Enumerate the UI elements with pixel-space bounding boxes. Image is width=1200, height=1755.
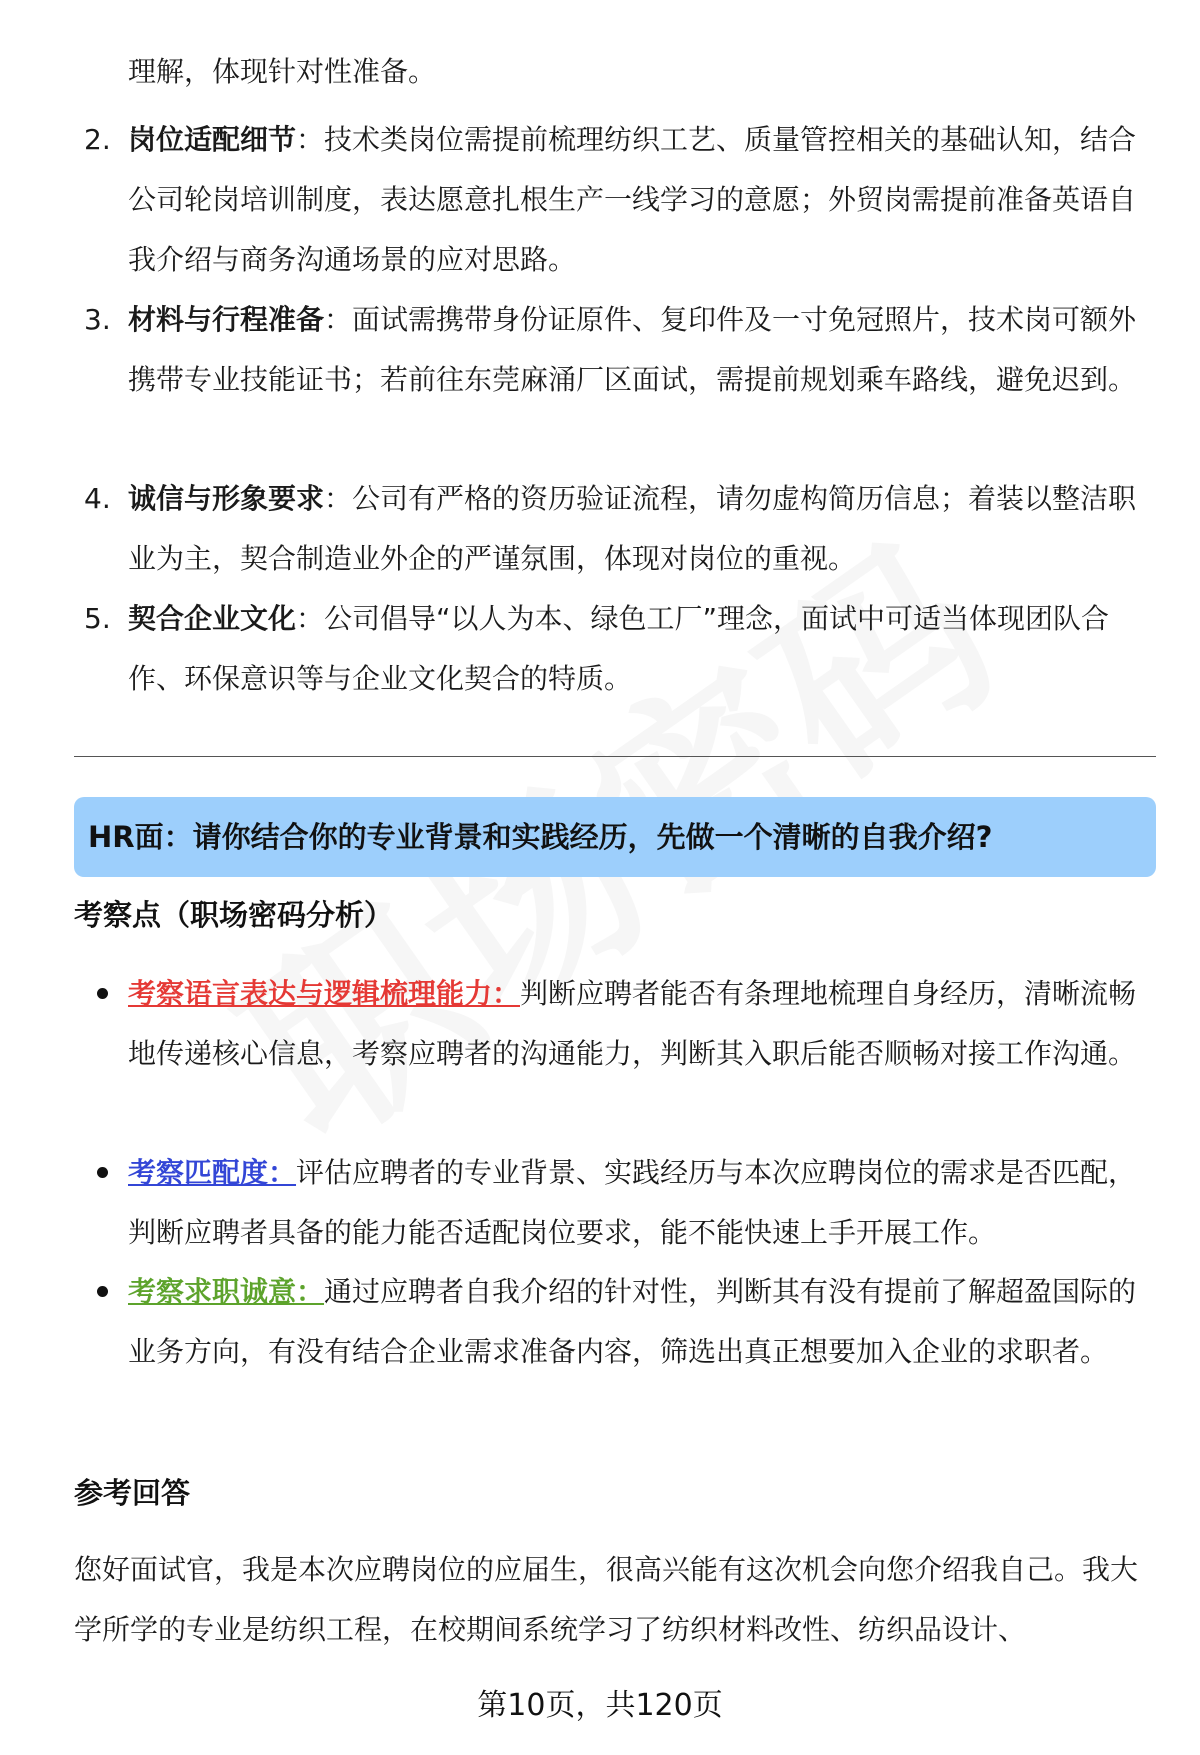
section-divider [74, 756, 1156, 757]
list-number: 2. [84, 123, 111, 156]
list-item-title: 诚信与形象要求 [128, 482, 325, 515]
bullet-icon [97, 1286, 108, 1297]
list-item-text: ：面试需携带身份证原件、复印件及一寸免冠照片，技术岗可额外携带专业技能证书；若前往东莞麻涌厂区面试，需提前规划乘车路线，避免迟到。 [128, 303, 1137, 396]
bullet-icon [97, 1167, 108, 1178]
list-item-title: 契合企业文化 [128, 602, 297, 635]
focus-heading: 考察点（职场密码分析） [74, 898, 394, 932]
answer-heading: 参考回答 [74, 1476, 191, 1510]
bullet-icon [97, 988, 108, 999]
list-item-text: ：公司有严格的资历验证流程，请勿虚构简历信息；着装以整洁职业为主，契合制造业外企的严谨氛围，体现对岗位的重视。 [128, 482, 1137, 575]
list-item-text: ：技术类岗位需提前梳理纺织工艺、质量管控相关的基础认知，结合公司轮岗培训制度，表达愿意扎根生产一线学习的意愿；外贸岗需提前准备英语自我介绍与商务沟通场景的应对思路。 [128, 123, 1137, 276]
focus-text: 判断应聘者能否有条理地梳理自身经历，清晰流畅地传递核心信息，考察应聘者的沟通能力，判断其入职后能否顺畅对接工作沟通。 [128, 977, 1137, 1070]
page-footer: 第10页，共120页 [477, 1688, 723, 1723]
list-number: 3. [84, 303, 111, 336]
focus-keyword: 考察求职诚意： [128, 1275, 325, 1308]
focus-text: 通过应聘者自我介绍的针对性，判断其有没有提前了解超盈国际的业务方向，有没有结合企业需求准备内容，筛选出真正想要加入企业的求职者。 [128, 1275, 1137, 1368]
answer-paragraph: 您好面试官，我是本次应聘岗位的应届生，很高兴能有这次机会向您介绍我自己。我大学所学的专业是纺织工程，在校期间系统学习了纺织材料改性、纺织品设计、 [74, 1553, 1139, 1646]
hr-question: HR面：请你结合你的专业背景和实践经历，先做一个清晰的自我介绍? [88, 820, 993, 854]
list-item-title: 材料与行程准备 [128, 303, 325, 336]
list-number: 4. [84, 482, 111, 515]
focus-keyword: 考察匹配度： [128, 1156, 297, 1189]
list-item-text: ：公司倡导“以人为本、绿色工厂”理念，面试中可适当体现团队合作、环保意识等与企业文化契合的特质。 [128, 602, 1110, 695]
focus-keyword: 考察语言表达与逻辑梳理能力： [128, 977, 521, 1010]
focus-text: 评估应聘者的专业背景、实践经历与本次应聘岗位的需求是否匹配，判断应聘者具备的能力能否适配岗位要求，能不能快速上手开展工作。 [128, 1156, 1137, 1249]
hr-question-box [74, 797, 1156, 877]
list-item-text: 理解，体现针对性准备。 [128, 55, 437, 88]
list-item-title: 岗位适配细节 [128, 123, 297, 156]
list-number: 5. [84, 602, 111, 635]
